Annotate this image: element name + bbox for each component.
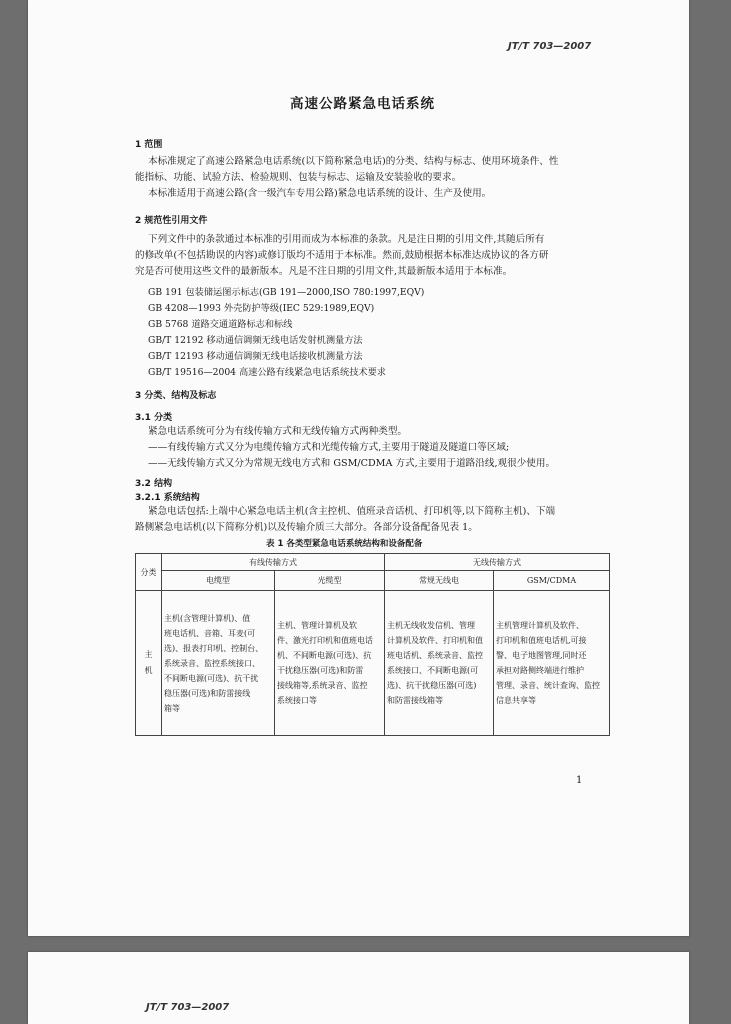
header-standard-code: JT/T 703—2007	[508, 41, 592, 52]
s321-para1-line1: 紧急电话包括:上端中心紧急电话主机(含主控机、值班录音话机、打印机等,以下简称主机)、下端	[148, 506, 556, 517]
section-2-heading: 2 规范性引用文件	[135, 216, 208, 226]
cell-line: 选)、报表打印机、控制台、	[164, 643, 264, 653]
header-wired-group: 有线传输方式	[162, 554, 385, 571]
cell-line: 接线箱等,系统录音、监控	[277, 681, 368, 690]
cell-line: 不间断电源(可选)、抗干扰	[164, 673, 259, 683]
header-fiber-type: 光缆型	[275, 571, 385, 591]
header-wireless-group: 无线传输方式	[385, 554, 610, 571]
cell-line: 主机无线收发信机、管理	[387, 621, 475, 630]
s31-para3: ——无线传输方式又分为常规无线电方式和 GSM/CDMA 方式,主要用于道路沿线,观很少使用。	[148, 458, 556, 469]
s31-para1: 紧急电话系统可分为有线传输方式和无线传输方式两种类型。	[148, 426, 408, 437]
table-1-caption: 表 1 各类型紧急电话系统结构和设备配备	[266, 539, 423, 549]
header-category: 分类	[136, 554, 162, 591]
cell-line: 主机管理计算机及软件、	[496, 621, 584, 630]
header-cable-type: 电缆型	[162, 571, 275, 591]
section-3-2-1-heading: 3.2.1 系统结构	[135, 493, 200, 503]
cell-line: 箱等	[164, 703, 180, 713]
reference-item: GB/T 12192 移动通信调频无线电话发射机测量方法	[148, 335, 363, 346]
cell-line: 管理、录音、统计查询、监控	[496, 681, 600, 690]
cell-cable-host	[162, 591, 275, 736]
cell-line: 系统接口等	[277, 696, 317, 705]
row-label-char: 主	[144, 650, 153, 659]
section-3-heading: 3 分类、结构及标志	[135, 391, 217, 401]
header-radio-type: 常规无线电	[385, 571, 494, 591]
header-standard-code: JT/T 703—2007	[146, 1002, 230, 1013]
s2-para1-line1: 下列文件中的条款通过本标准的引用而成为本标准的条款。凡是注日期的引用文件,其随后所有	[148, 234, 545, 245]
cell-line: 系统接口、不间断电源(可	[387, 666, 479, 675]
row-label-host	[136, 591, 162, 736]
cell-line: 稳压器(可选)和防雷接线	[164, 688, 251, 698]
cell-line: 件、激光打印机和值班电话	[277, 636, 373, 645]
s31-para2: ——有线传输方式又分为电缆传输方式和光缆传输方式,主要用于隧道及隧道口等区域;	[148, 442, 510, 453]
cell-line: 警、电子地图管理,同时还	[496, 651, 587, 660]
s321-para1-line2: 路侧紧急电话机(以下简称分机)以及传输介质三大部分。各部分设备配备见表 1。	[135, 522, 478, 533]
cell-line: 和防雷接线箱等	[387, 696, 443, 705]
cell-line: 班电话机、音箱、耳麦(可	[164, 628, 256, 638]
reference-item: GB/T 19516—2004 高速公路有线紧急电话系统技术要求	[148, 367, 386, 378]
page-title: 高速公路紧急电话系统	[290, 96, 435, 112]
cell-line: 干扰稳压器(可选)和防雷	[277, 666, 364, 675]
cell-line: 主机(含管理计算机)、值	[164, 613, 251, 623]
s2-para1-line3: 究是否可使用这些文件的最新版本。凡是不注日期的引用文件,其最新版本适用于本标准。	[135, 266, 513, 277]
header-gsm-type: GSM/CDMA	[494, 571, 610, 591]
s1-para2: 本标准适用于高速公路(含一级汽车专用公路)紧急电话系统的设计、生产及使用。	[148, 188, 492, 199]
cell-gsm-host	[494, 591, 610, 736]
s2-para1-line2: 的修改单(不包括勘误的内容)或修订版均不适用于本标准。然而,鼓励根据本标准达成协议的各方研	[135, 250, 549, 261]
equipment-table	[135, 553, 610, 736]
section-1-heading: 1 范围	[135, 140, 163, 150]
reference-item: GB 5768 道路交通道路标志和标线	[148, 319, 293, 330]
cell-line: 信息共享等	[496, 696, 536, 705]
document-page-2	[28, 952, 689, 1024]
cell-line: 计算机及软件、打印机和值	[387, 636, 483, 645]
s1-para1-line1: 本标准规定了高速公路紧急电话系统(以下简称紧急电话)的分类、结构与标志、使用环境条件、性	[148, 156, 559, 167]
document-page-1	[28, 0, 689, 936]
page-number: 1	[576, 775, 583, 786]
reference-item: GB/T 12193 移动通信调频无线电话接收机测量方法	[148, 351, 363, 362]
cell-line: 系统录音、监控系统接口、	[164, 658, 260, 668]
cell-line: 打印机和值班电话机,可接	[496, 636, 587, 645]
section-3-2-heading: 3.2 结构	[135, 479, 173, 489]
cell-line: 承担对路侧终端进行维护	[496, 666, 584, 675]
s1-para1-line2: 能指标、功能、试验方法、检验规则、包装与标志、运输及安装验收的要求。	[135, 172, 462, 183]
row-label-char: 机	[144, 666, 153, 675]
cell-line: 机、不间断电源(可选)、抗	[277, 651, 372, 660]
cell-fiber-host	[275, 591, 385, 736]
cell-line: 主机、管理计算机及软	[277, 621, 357, 630]
cell-line: 选)、抗干扰稳压器(可选)	[387, 681, 477, 690]
cell-radio-host	[385, 591, 494, 736]
reference-item: GB 191 包装储运图示标志(GB 191—2000,ISO 780:1997,EQV)	[148, 287, 425, 298]
cell-line: 班电话机、系统录音、监控	[387, 651, 483, 660]
section-3-1-heading: 3.1 分类	[135, 413, 173, 423]
reference-item: GB 4208—1993 外壳防护等级(IEC 529:1989,EQV)	[148, 303, 375, 314]
